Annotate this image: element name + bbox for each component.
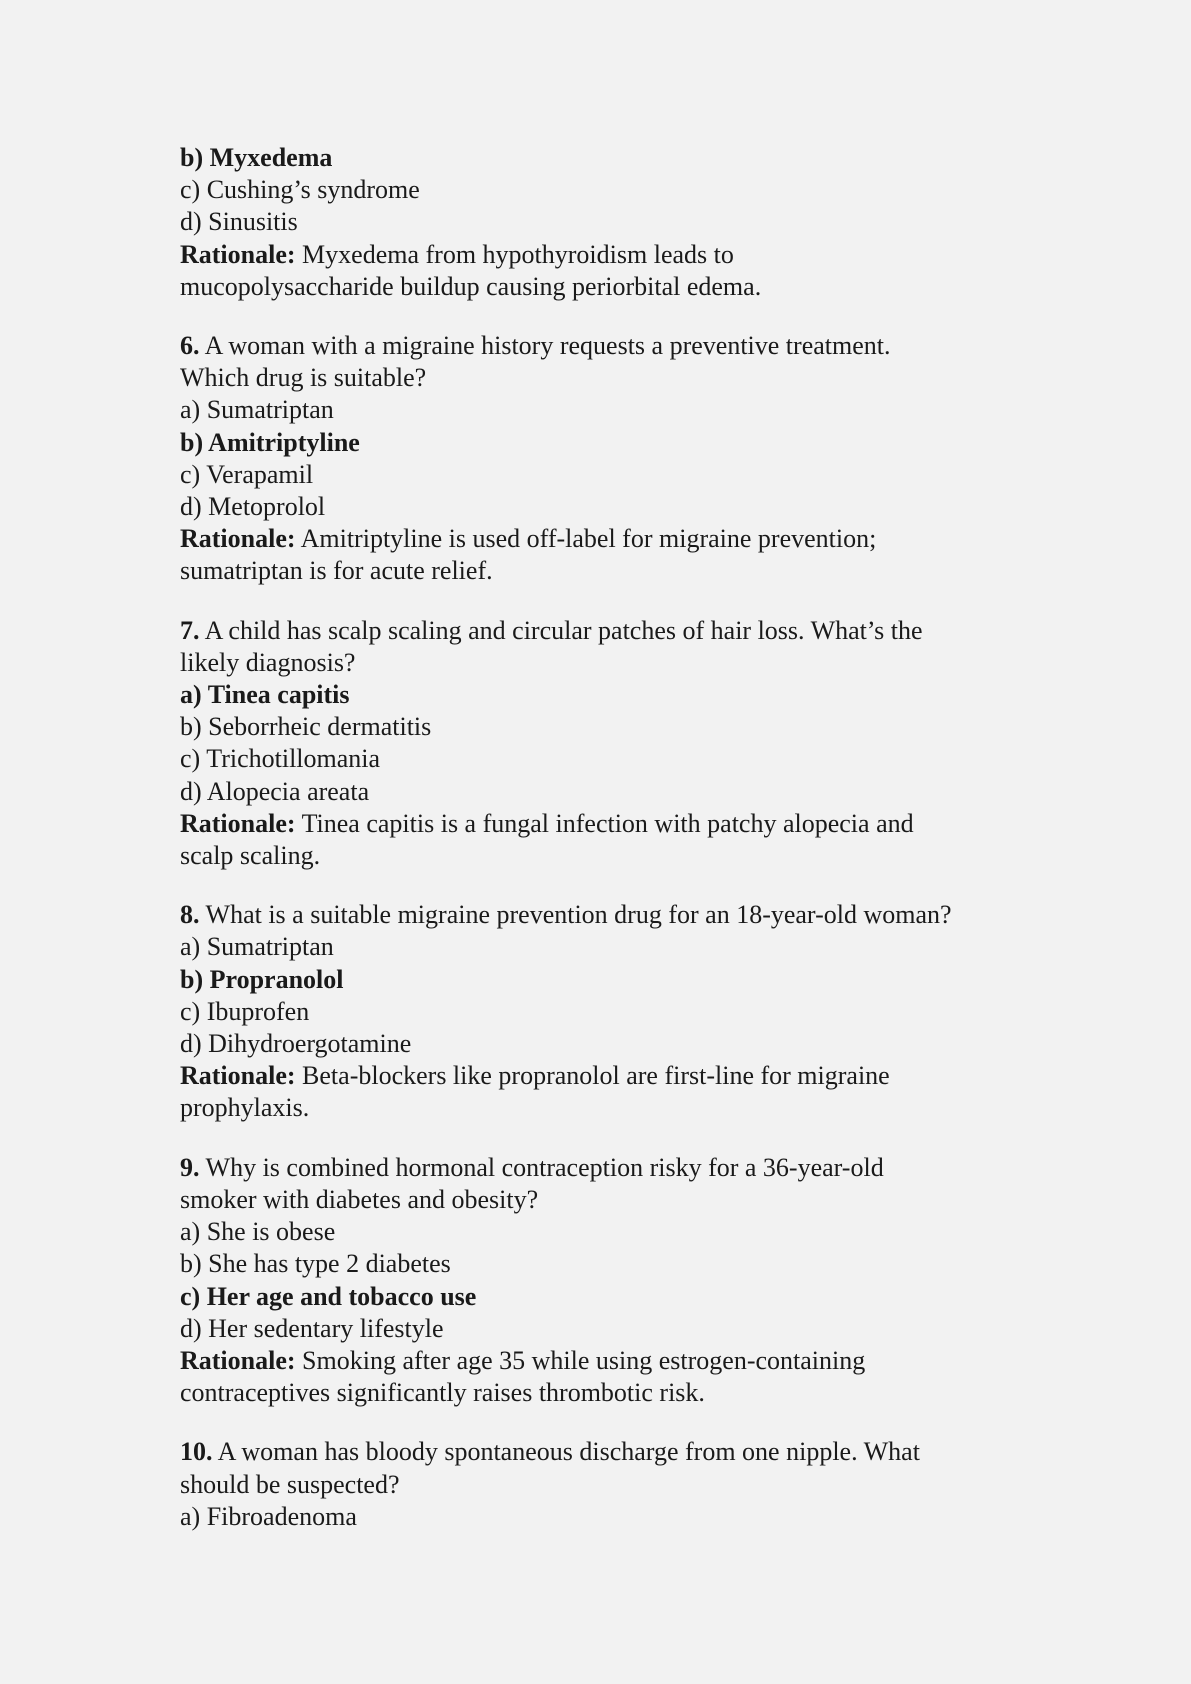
rationale-text: Tinea capitis is a fungal infection with patchy alopecia and [295,808,914,838]
rationale-text: Smoking after age 35 while using estrogen-containing [295,1345,866,1375]
answer-option: b) Seborrheic dermatitis [180,712,432,742]
answer-option: d) Alopecia areata [180,776,370,806]
answer-option: d) Dihydroergotamine [180,1029,412,1059]
question-text-line: Which drug is suitable? [180,363,427,393]
answer-option-correct: a) Tinea capitis [180,680,350,710]
question-text-line: likely diagnosis? [180,647,356,677]
question-number: 9. [180,1152,200,1182]
rationale-text: Myxedema from hypothyroidism leads to [295,239,734,269]
question-block-8 [180,899,1080,1124]
rationale-text: sumatriptan is for acute relief. [180,556,493,586]
rationale [180,523,1080,555]
answer-option: c) Ibuprofen [180,996,310,1026]
rationale [180,239,1080,271]
answer-option-correct: b) Amitriptyline [180,427,360,457]
rationale-text: scalp scaling. [180,841,321,871]
question-number: 6. [180,331,200,361]
question-number: 10. [180,1437,213,1467]
answer-option-correct: b) Myxedema [180,143,333,172]
question-block-9 [180,1152,1080,1410]
question-text-line: A woman has bloody spontaneous discharge from one nipple. What [212,1437,920,1467]
question-text [180,899,1080,931]
rationale-text: mucopolysaccharide buildup causing periorbital edema. [180,271,762,301]
rationale-text: prophylaxis. [180,1093,310,1123]
question-text-line: A child has scalp scaling and circular patches of hair loss. What’s the [199,615,923,645]
rationale-text: contraceptives significantly raises thrombotic risk. [180,1378,705,1408]
question-number: 8. [180,900,200,930]
question-text-line: Why is combined hormonal contraception risky for a 36-year-old [199,1152,884,1182]
question-number: 7. [180,615,200,645]
question-block-7 [180,615,1080,873]
question-text [180,615,1080,647]
answer-option: d) Metoprolol [180,492,326,522]
rationale-label: Rationale: [180,524,296,554]
question-text [180,1152,1080,1184]
document-page [180,142,1080,1533]
answer-option: d) Sinusitis [180,207,298,237]
question-text [180,1436,1080,1468]
question-text [180,330,1080,362]
answer-option: a) Sumatriptan [180,932,334,962]
answer-option: a) She is obese [180,1217,336,1247]
rationale [180,1345,1080,1377]
rationale [180,1060,1080,1092]
rationale-label: Rationale: [180,239,296,269]
question-text-line: smoker with diabetes and obesity? [180,1184,539,1214]
answer-option-correct: b) Propranolol [180,964,344,994]
rationale-text: Amitriptyline is used off-label for migraine prevention; [295,524,877,554]
answer-option: d) Her sedentary lifestyle [180,1313,444,1343]
question-text-line: What is a suitable migraine prevention drug for an 18-year-old woman? [199,900,952,930]
answer-option: b) She has type 2 diabetes [180,1249,451,1279]
question-text-line: should be suspected? [180,1469,400,1499]
rationale-label: Rationale: [180,1345,296,1375]
answer-option: c) Verapamil [180,459,314,489]
question-block-5-continued [180,142,1080,303]
rationale-text: Beta-blockers like propranolol are first-line for migraine [295,1061,890,1091]
question-block-6 [180,330,1080,588]
rationale [180,808,1080,840]
rationale-label: Rationale: [180,808,296,838]
rationale-label: Rationale: [180,1061,296,1091]
answer-option: a) Fibroadenoma [180,1501,357,1531]
answer-option: c) Trichotillomania [180,744,381,774]
answer-option: a) Sumatriptan [180,395,334,425]
question-text-line: A woman with a migraine history requests a preventive treatment. [199,331,891,361]
answer-option: c) Cushing’s syndrome [180,175,420,205]
answer-option-correct: c) Her age and tobacco use [180,1281,477,1311]
question-block-10 [180,1436,1080,1533]
